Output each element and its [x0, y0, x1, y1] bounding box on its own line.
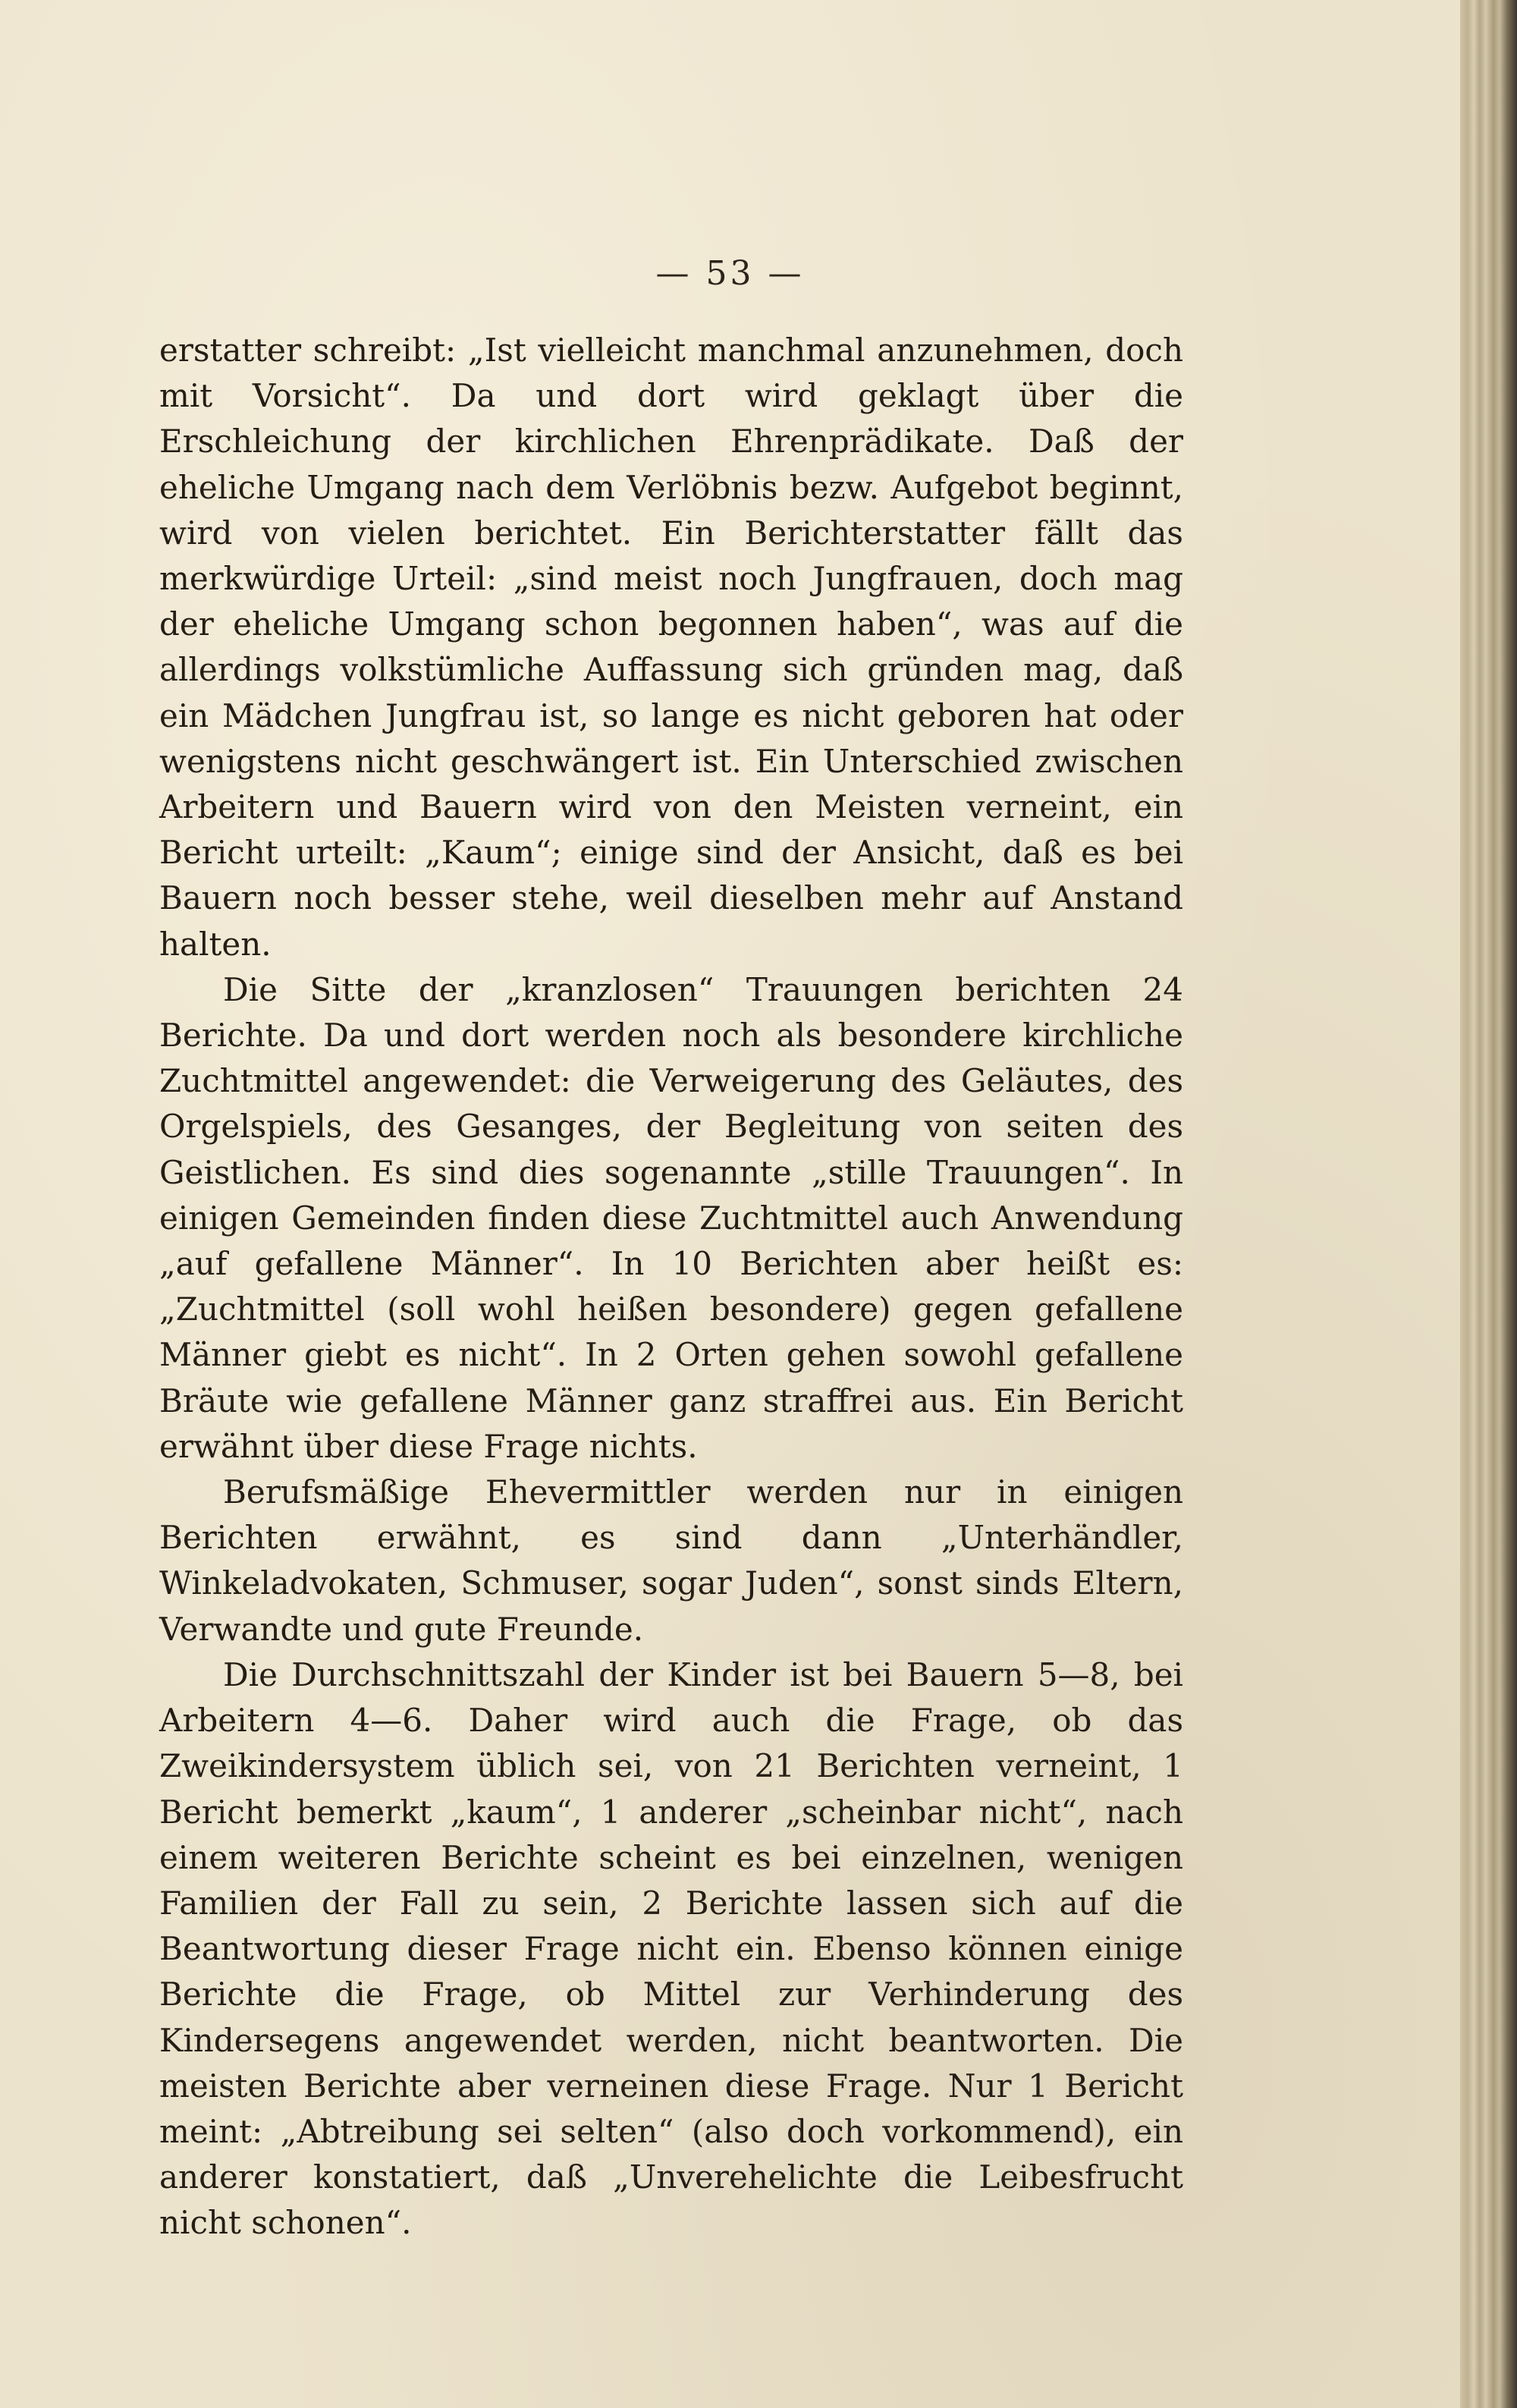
- page-number: — 53 —: [655, 254, 805, 293]
- paragraph: Die Sitte der „kranzlosen“ Trauungen berichten 24 Berichte. Da und dort werden noch als besondere kirchliche Zuchtmittel angewendet: die Verweigerung des Geläutes, des Orgelspiels, des Gesanges, der Begleitung von seiten des Geistlichen. Es sind dies sogenannte „stille Trauungen“. In einigen Gemeinden finden diese Zuchtmittel auch Anwendung „auf gefallene Männer“. In 10 Berichten aber heißt es: „Zuchtmittel (soll wohl heißen besondere) gegen gefallene Männer giebt es nicht“. In 2 Orten gehen sowohl gefallene Bräute wie gefallene Männer ganz straffrei aus. Ein Bericht erwähnt über diese Frage nichts.: [159, 970, 1183, 1465]
- body-text: [159, 328, 1183, 2246]
- paragraph: Berufsmäßige Ehevermittler werden nur in einigen Berichten erwähnt, es sind dann „Unterhändler, Winkeladvokaten, Schmuser, sogar Juden“, sonst sinds Eltern, Verwandte und gute Freunde.: [159, 1473, 1183, 1648]
- page-stack-edge: [1460, 0, 1517, 2408]
- paragraph: Die Durchschnittszahl der Kinder ist bei Bauern 5—8, bei Arbeitern 4—6. Daher wird auch die Frage, ob das Zweikindersystem üblich sei, von 21 Berichten verneint, 1 Bericht bemerkt „kaum“, 1 anderer „scheinbar nicht“, nach einem weiteren Berichte scheint es bei einzelnen, wenigen Familien der Fall zu sein, 2 Berichte lassen sich auf die Beantwortung dieser Frage nicht ein. Ebenso können einige Berichte die Frage, ob Mittel zur Verhinderung des Kindersegens angewendet werden, nicht beantworten. Die meisten Berichte aber verneinen diese Frage. Nur 1 Bericht meint: „Abtreibung sei selten“ (also doch vorkommend), ein anderer konstatiert, daß „Unverehelichte die Leibesfrucht nicht schonen“.: [159, 1655, 1183, 2242]
- paragraph: erstatter schreibt: „Ist vielleicht manchmal anzunehmen, doch mit Vorsicht“. Da und dort wird geklagt über die Erschleichung der kirchlichen Ehrenprädikate. Daß der eheliche Umgang nach dem Verlöbnis bezw. Aufgebot beginnt, wird von vielen berichtet. Ein Berichterstatter fällt das merkwürdige Urteil: „sind meist noch Jungfrauen, doch mag der eheliche Umgang schon begonnen haben“, was auf die allerdings volkstümliche Auffassung sich gründen mag, daß ein Mädchen Jungfrau ist, so lange es nicht geboren hat oder wenigstens nicht geschwängert ist. Ein Unterschied zwischen Arbeitern und Bauern wird von den Meisten verneint, ein Bericht urteilt: „Kaum“; einige sind der Ansicht, daß es bei Bauern noch besser stehe, weil dieselben mehr auf Anstand halten.: [159, 332, 1183, 963]
